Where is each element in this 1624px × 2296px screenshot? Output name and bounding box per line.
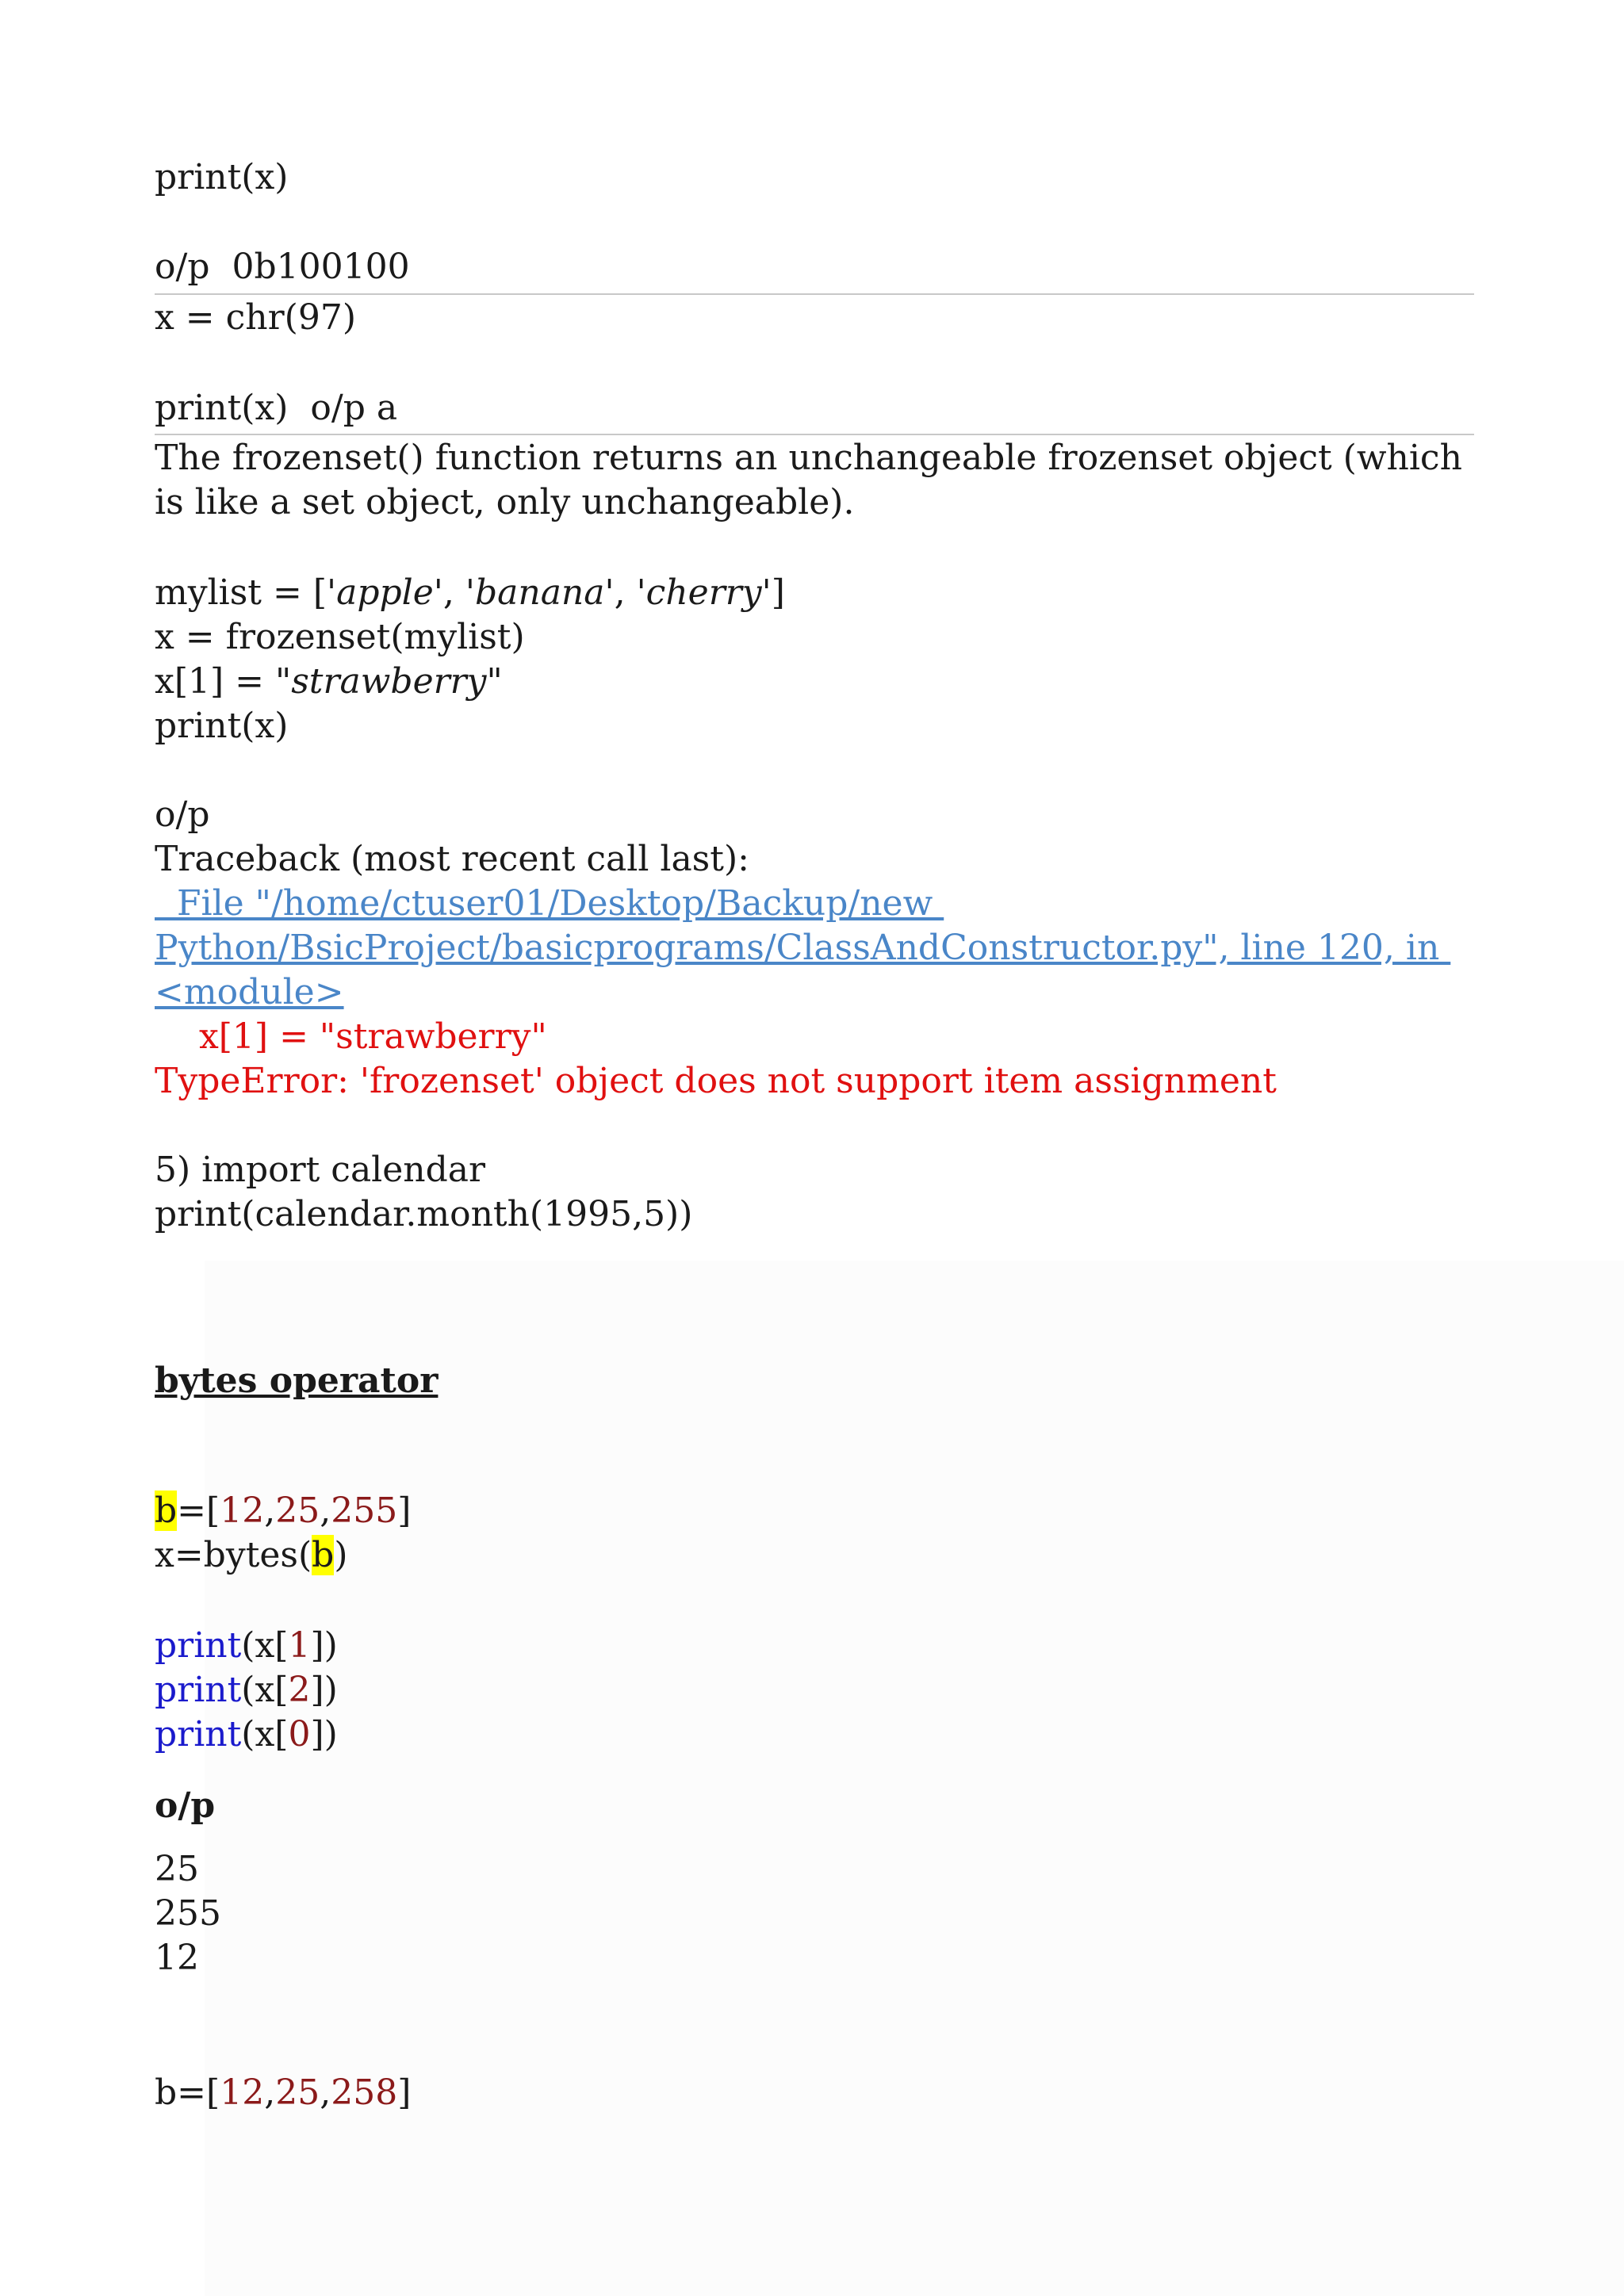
string-literal: 'apple' (327, 572, 443, 613)
frozenset-description: The frozenset() function returns an unchangeable frozenset object (which is like a set object, only unchangeable). (155, 438, 1462, 522)
traceback-code-line: x[1] = "strawberry" (155, 1016, 547, 1057)
code-line-print-x1: print(x[1]) (155, 1625, 338, 1666)
code-line-print-output: print(x) o/p a (155, 388, 398, 428)
code-line-assign: x[1] = "strawberry" (155, 661, 503, 702)
highlighted-var: b (155, 1490, 178, 1531)
traceback-header: Traceback (most recent call last): (155, 839, 749, 879)
code-line-print-x2: print(x[2]) (155, 1670, 338, 1710)
output-line-binary: o/p 0b100100 (155, 247, 410, 287)
highlighted-var: b (312, 1535, 335, 1575)
output-value: 255 (155, 1893, 221, 1934)
code-line-calendar: print(calendar.month(1995,5)) (155, 1194, 693, 1234)
code-line-import: 5) import calendar (155, 1150, 486, 1190)
code-line-print-x0: print(x[0]) (155, 1714, 338, 1755)
code-line-frozenset: x = frozenset(mylist) (155, 617, 525, 657)
output-label: o/p (155, 794, 210, 835)
output-value: 25 (155, 1849, 199, 1889)
code-line-b-assign: b=[12,25,255] (155, 1490, 412, 1531)
code-line-print-x: print(x) (155, 157, 289, 197)
string-literal: 'banana' (465, 572, 615, 613)
string-literal: "strawberry" (274, 661, 503, 702)
divider (155, 293, 1474, 295)
code-line-mylist: mylist = ['apple', 'banana', 'cherry'] (155, 572, 785, 613)
code-line-bytes: x=bytes(b) (155, 1535, 348, 1575)
output-value: 12 (155, 1938, 199, 1978)
divider (155, 434, 1474, 435)
traceback-file-link[interactable]: <module> (155, 972, 344, 1012)
section-heading: bytes operator (155, 1360, 439, 1401)
code-line-chr: x = chr(97) (155, 297, 356, 338)
code-line-b-assign-258: b=[12,25,258] (155, 2072, 412, 2113)
traceback-file-link[interactable]: File "/home/ctuser01/Desktop/Backup/new (155, 883, 944, 924)
string-literal: 'cherry' (636, 572, 772, 613)
output-label: o/p (155, 1785, 216, 1826)
type-error-message: TypeError: 'frozenset' object does not support item assignment (155, 1061, 1277, 1101)
code-line-print: print(x) (155, 706, 289, 746)
page-shade (205, 1261, 1624, 2296)
traceback-file-link[interactable]: Python/BsicProject/basicprograms/ClassAndConstructor.py", line 120, in (155, 928, 1451, 968)
